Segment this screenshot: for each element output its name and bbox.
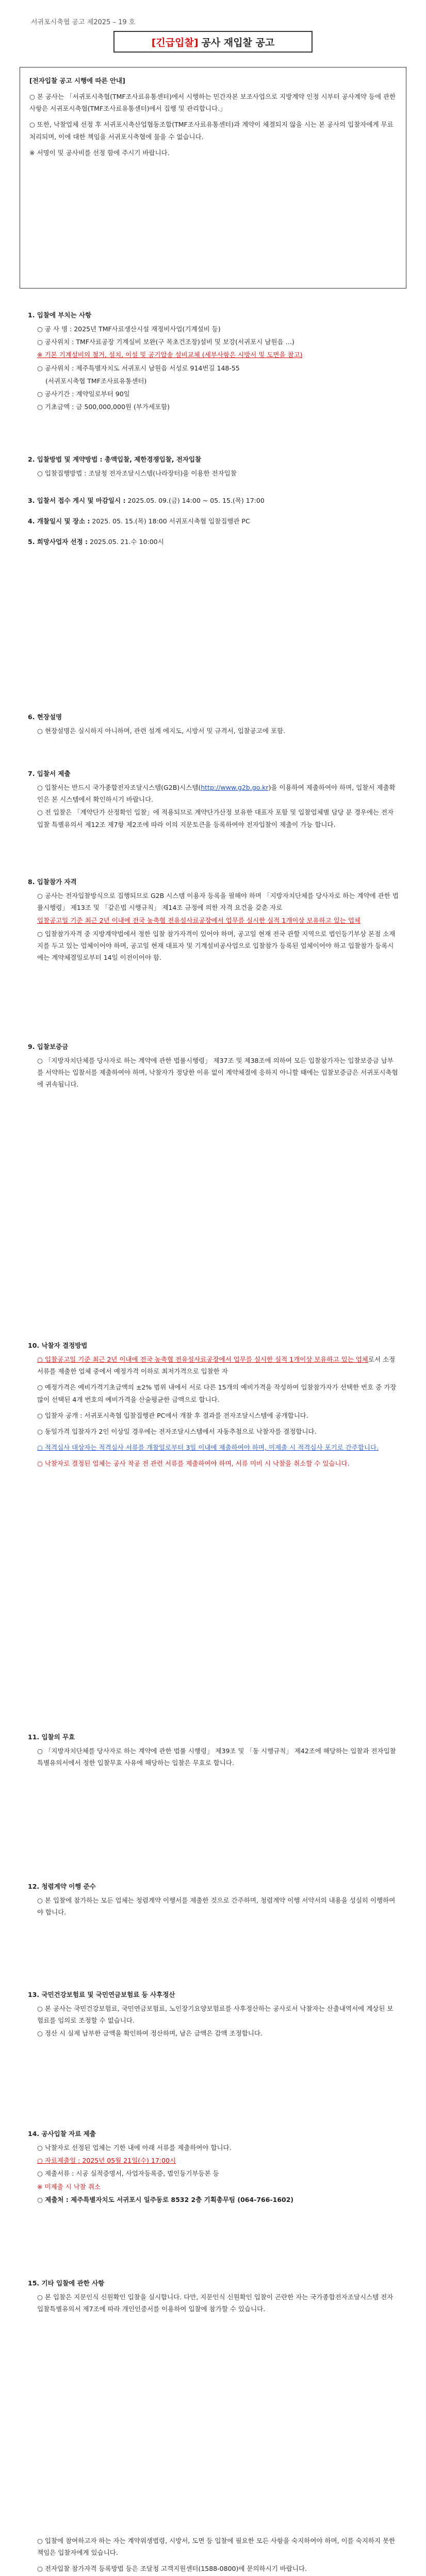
section-15-heading: 15. 기타 입찰에 관한 사항: [28, 2279, 105, 2287]
section-3: [28, 495, 399, 506]
notice-title: [113, 31, 313, 53]
section-13-item-2: ○ 정산 시 실제 납부한 금액을 확인하여 정산하며, 남은 금액은 감액 조정합니다.: [37, 2029, 263, 2038]
section-7: [28, 768, 399, 832]
project-period: ○ 공사기간 : 계약일로부터 90일: [37, 389, 130, 398]
notice-para-1: ○ 본 공사는 「서귀포시축협(TMF조사료유통센터)에서 시행하는 민간자본 보조사업으로 지방계약 인정 시부터 공사계약 등에 관한 사항은 서귀포시축협(TMF조사료유통센터)에서 집행 및 관리합니다.」: [29, 93, 396, 113]
section-15-item-3: ○ 전자입찰 참가자격 등록방법 등은 조달청 고객지원센터(1588-0800)에 문의하시기 바랍니다.: [37, 2565, 307, 2573]
section-12-body: ○ 본 입찰에 참가하는 모든 업체는 청렴계약 이행서를 제출한 것으로 간주하며, 청렴계약 이행 서약서의 내용을 성실히 이행하여야 합니다.: [37, 1896, 396, 1917]
section-4: [28, 515, 399, 527]
notice-star-note: ※ 서명이 및 공사비를 선정 함에 주시기 바랍니다.: [29, 148, 170, 157]
submission-place: ○ 제출처 : 제주특별자치도 서귀포시 일주동로 8532 2층 기획총무팀 (064-766-1602): [37, 2195, 294, 2204]
project-price: ○ 기초금액 : 금 500,000,000원 (부가세포함): [37, 402, 170, 411]
section-7-heading: 7. 입찰서 제출: [28, 770, 71, 777]
submission-warning: ※ 미제출 시 낙찰 취소: [37, 2182, 101, 2191]
section-10-item-6: ○ 낙찰자로 결정된 업체는 공사 착공 전 관련 서류를 제출하여야 하며, 서류 미비 시 낙찰을 취소할 수 있습니다.: [37, 1460, 350, 1467]
section-5-heading: 5. 희망사업자 선정 :: [28, 538, 88, 546]
urgent-tag: [긴급입찰]: [151, 37, 199, 48]
section-1: [28, 309, 399, 414]
section-12: [28, 1880, 399, 1919]
section-7-item-1: ○ 입찰서는 반드시 국가종합전자조달시스템(G2B)시스템(http://www.g2b.go.kr)을 이용하여 제출하여야 하며, 입찰서 제출확인은 본 시스템에서 확인하시기 바랍니다.: [37, 784, 396, 804]
section-7-item-2: ○ 전 입찰은 「계약단가 산정확인 입찰」에 적용되므로 계약단가산정 보유한 대표자 포함 및 입찰업체별 담당 분 경우에는 전자입찰 특별유의서 제12조 제7항 제2조에 따라 이의 지문토큰을 등록하여야 전자입찰이 제출이 가능 합니다.: [37, 808, 394, 828]
section-10-item-4: ○ 동일가격 입찰자가 2인 이상일 경우에는 전자조달시스템에서 자동추첨으로 낙찰자를 결정합니다.: [37, 1427, 317, 1435]
section-1-heading: 1. 입찰에 부치는 사항: [28, 311, 92, 319]
section-9-body: ○ 「지방자치단체를 당사자로 하는 계약에 관한 법률시행령」 제37조 및 제38조에 의하여 모든 입찰참가자는 입찰보증금 납부를 서약하는 입찰서를 제출하여야 하며, 낙찰자가 정당한 이유 없이 계약체결에 응하지 아니할 때에는 입찰보증금은 서귀포시축협에 귀속됩니다.: [37, 1057, 398, 1089]
section-2-heading: 2. 입찰방법 및 계약방법 : 총액입찰, 제한경쟁입찰, 전자입찰: [28, 455, 202, 463]
section-10-item-3: ○ 입찰자 공개 : 서귀포시축협 입찰집행관 PC에서 개찰 후 결과를 전자조달시스템에 공개합니다.: [37, 1411, 308, 1419]
section-6-body: ○ 현장설명은 실시하지 아니하며, 관련 설계 에지도, 시방서 및 규격서, 입찰공고에 포함.: [37, 727, 286, 735]
section-12-heading: 12. 청렴계약 이행 준수: [28, 1883, 96, 1890]
section-15-item-1: ○ 본 입찰은 지문인식 신원확인 입찰을 실시합니다. 다만, 지문인식 신원확인 입찰이 곤란한 자는 국가종합전자조달시스템 전자입찰특별유의서 제7조에 따라 개인인증서를 이용하여 입찰에 참가할 수 있습니다.: [37, 2293, 394, 2313]
section-8: [28, 876, 399, 964]
section-8-item-3: ○ 입찰참가자격 중 지방계약법에서 정한 입찰 참가자격이 있어야 하며, 공고일 현재 전국 관할 지역으로 법인등기부상 본점 소재지를 두고 있는 업체이어야 하며, 공고일 현재 대표자 및 기계설비공사업으로 입찰참가 등록된 업체이어야 하고 입찰참가 등록시에는 계약체결일로부터 14일 이전이어야 함.: [37, 929, 396, 961]
section-13-item-1: ○ 본 공사는 국민건강보험료, 국민연금보험료, 노인장기요양보험료를 사후정산하는 공사로서 낙찰자는 산출내역서에 계상된 보험료를 임의로 조정할 수 없습니다.: [37, 2005, 394, 2025]
section-3-body: 2025.05. 09.(금) 14:00 ~ 05. 15.(목) 17:00: [127, 497, 265, 504]
section-5: [28, 536, 399, 548]
section-10-item-2: ○ 예정가격은 예비가격기초금액의 ±2% 범위 내에서 서로 다른 15개의 예비가격을 작성하여 입찰참가자가 선택한 번호 중 가장 많이 선택된 4개 번호의 예비가격을 산술평균한 금액으로 합니다.: [37, 1383, 397, 1403]
section-14-item-1: ○ 낙찰자로 선정된 업체는 기한 내에 아래 서류를 제출하여야 합니다.: [37, 2144, 232, 2152]
section-2-body: ○ 입찰집행방법 : 조달청 전자조달시스템(나라장터)을 이용한 전자입찰: [37, 469, 237, 478]
section-8-item-1: ○ 공사는 전자입찰방식으로 집행되므로 G2B 시스템 이용자 등록을 필해야 하며 「지방자치단체를 당사자로 하는 계약에 관한 법률시행령」 제13조 및 「같은법 시행규칙」 제14조 규정에 의한 자격 요건을 갖춘 자로: [37, 892, 399, 912]
section-6-heading: 6. 현장설명: [28, 713, 62, 721]
section-14-heading: 14. 공사입찰 자료 제출: [28, 2130, 96, 2138]
project-address: ○ 공사위치 : 제주특별자치도 서귀포시 남원읍 서성로 914번길 148-55: [37, 364, 240, 372]
section-13: [28, 1989, 399, 2041]
notice-box-heading: [전자입찰 공고 시행에 따른 안내]: [29, 77, 125, 84]
section-4-body: 2025. 05. 15.(목) 18:00 서귀포시축협 입찰집행관 PC: [92, 517, 250, 525]
project-place: ○ 공사위치 : TMF사료공장 기계실비 보완(구 목초건조장)설비 및 보강(서귀포시 남원읍 …): [37, 338, 294, 346]
section-10: [28, 1340, 399, 1470]
section-4-heading: 4. 개찰일시 및 장소 :: [28, 517, 90, 525]
project-note: ※ 기본 기계설비의 철거, 설치, 이설 및 공기압송 설비교체 (세부사항은 시방서 및 도면을 참고): [37, 351, 303, 359]
section-2: [28, 453, 399, 480]
section-3-heading: 3. 입찰서 접수 게시 및 마감일시 :: [28, 497, 126, 504]
section-11-body: ○ 「지방자치단체를 당사자로 하는 계약에 관한 법률 시행령」 제39조 및 「동 시행규칙」 제42조에 해당하는 입찰과 전자입찰특별유의서에서 정한 입찰무효 사유에 해당하는 입찰은 무효로 합니다.: [37, 1747, 396, 1767]
section-9: [28, 1041, 399, 1092]
notice-para-2: ○ 또한, 낙찰업체 선정 후 서귀포시축산업협동조합(TMF조사료유통센터)과 계약이 체결되지 않을 시는 본 공사의 입찰자에게 무료 처리되며, 이에 대한 책임을 서귀포시축협에 물을 수 없습니다.: [29, 121, 394, 141]
section-8-qualification: 입찰공고일 기준 최근 2년 이내에 전국 농축협 전유설사료공장에서 업무를 실시한 실적 1개이상 보유하고 있는 업체: [37, 917, 361, 925]
project-name: ○ 공 사 명 : 2025년 TMF사료생산시설 재정비사업(기계설비 등): [37, 325, 221, 333]
section-8-heading: 8. 입찰참가 자격: [28, 878, 77, 886]
section-15-item-2: ○ 입찰에 참여하고자 하는 자는 계약위생법령, 시방서, 도면 등 입찰에 필요한 모든 사항을 숙지하여야 하며, 이를 숙지하지 못한 책임은 입찰자에게 있습니다.: [37, 2537, 396, 2557]
section-11-heading: 11. 입찰의 무효: [28, 1733, 75, 1741]
doc-number: 서귀포시축협 공고 제2025 – 19 호: [31, 19, 136, 26]
section-10-item-1: ○ 입찰공고일 기준 최근 2년 이내에 전국 농축협 전유설사료공장에서 업무를 실시한 실적 1개이상 보유하고 있는 업체로서 소정 서류를 제출한 업체 중에서 예정가격 이하로 최저가격으로 입찰한 자: [37, 1355, 396, 1376]
section-14: [28, 2128, 399, 2207]
section-10-item-5: ○ 적격심사 대상자는 적격심사 서류를 개찰일로부터 3일 이내에 제출하여야 하며, 미제출 시 적격심사 포기로 간주합니다.: [37, 1443, 379, 1451]
section-15-cont: [28, 2535, 399, 2576]
section-9-heading: 9. 입찰보증금: [28, 1043, 69, 1050]
g2b-link[interactable]: http://www.g2b.go.kr: [201, 784, 269, 792]
project-address-2: (서귀포시축협 TMF조사료유통센터): [45, 377, 147, 385]
section-15: [28, 2277, 399, 2316]
submission-docs: ○ 제출서류 : 시공 실적증명서, 사업자등록증, 법인등기부등본 등: [37, 2170, 219, 2178]
section-10-heading: 10. 낙찰자 결정방법: [28, 1342, 88, 1349]
title-text: 공사 재입찰 공고: [201, 37, 275, 48]
section-13-heading: 13. 국민건강보험료 및 국민연금보험료 등 사후정산: [28, 1991, 175, 1998]
section-6: [28, 711, 399, 738]
submission-due: ○ 자료제출일 : 2025년 05월 21일(수) 17:00시: [37, 2157, 176, 2165]
section-5-body: 2025.05. 21.수 10:00시: [90, 538, 164, 546]
e-bid-notice-box: [20, 67, 406, 289]
section-11: [28, 1731, 399, 1770]
